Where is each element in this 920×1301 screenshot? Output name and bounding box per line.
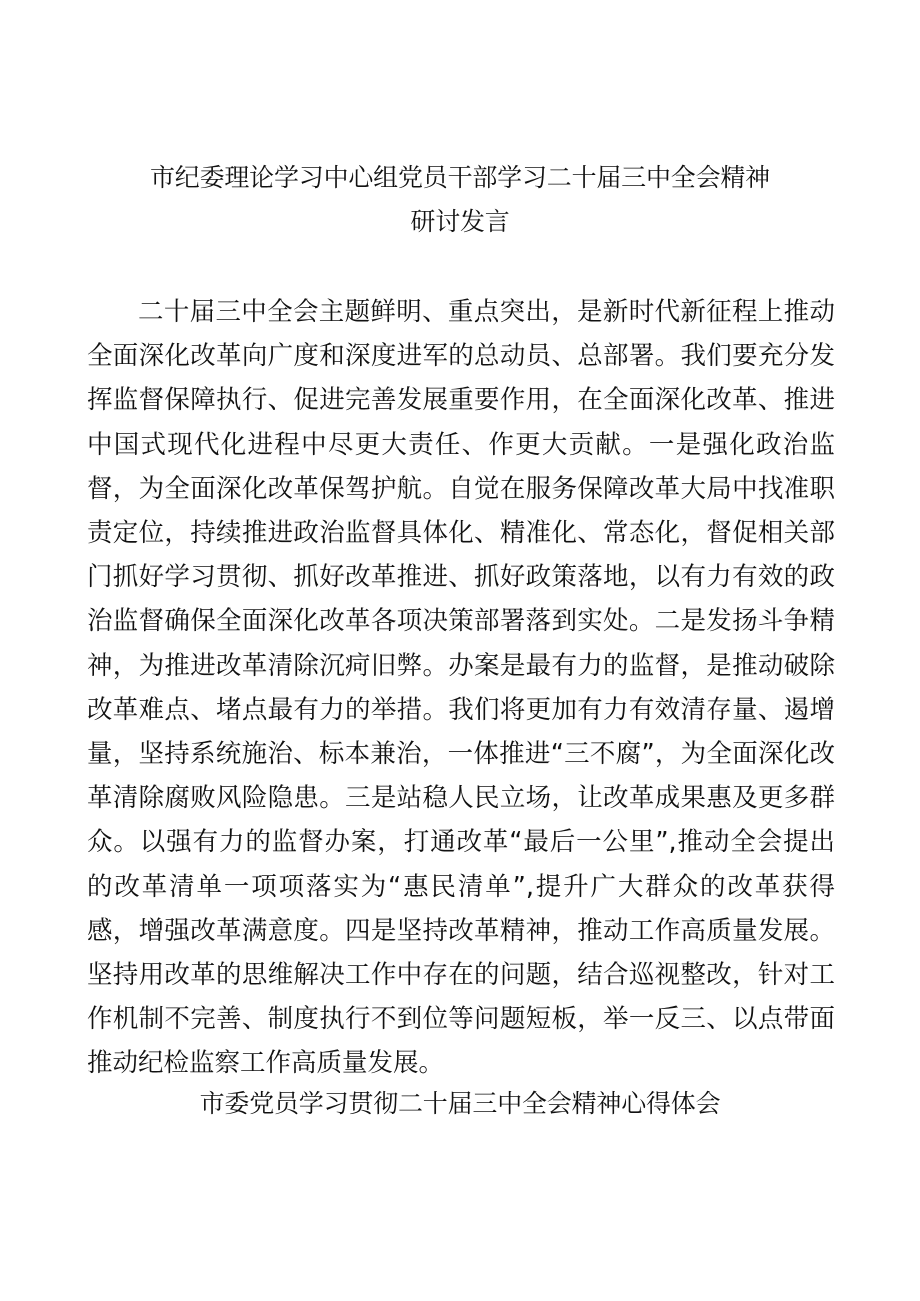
- body-paragraph: 二十届三中全会主题鲜明、重点突出，是新时代新征程上推动全面深化改革向广度和深度进军的总动员、总部署。我们要充分发挥监督保障执行、促进完善发展重要作用，在全面深化改革、推进中国式现代化进程中尽更大责任、作更大贡献。一是强化政治监督，为全面深化改革保驾护航。自觉在服务保障改革大局中找准职责定位，持续推进政治监督具体化、精准化、常态化，督促相关部门抓好学习贯彻、抓好改革推进、抓好政策落地，以有力有效的政治监督确保全面深化改革各项决策部署落到实处。二是发扬斗争精神，为推进改革清除沉疴旧弊。办案是最有力的监督，是推动破除改革难点、堵点最有力的举措。我们将更加有力有效清存量、遏增量，坚持系统施治、标本兼治，一体推进“三不腐”，为全面深化改革清除腐败风险隐患。三是站稳人民立场，让改革成果惠及更多群众。以强有力的监督办案，打通改革“最后一公里”,推动全会提出的改革清单一项项落实为“惠民清单”,提升广大群众的改革获得感，增强改革满意度。四是坚持改革精神，推动工作高质量发展。坚持用改革的思维解决工作中存在的问题，结合巡视整改，针对工作机制不完善、制度执行不到位等问题短板，举一反三、以点带面推动纪检监察工作高质量发展。: [87, 297, 835, 1079]
- document-title: 市纪委理论学习中心组党员干部学习二十届三中全会精神研讨发言: [149, 163, 770, 236]
- section-title: 市委党员学习贯彻二十届三中全会精神心得体会: [199, 1089, 721, 1118]
